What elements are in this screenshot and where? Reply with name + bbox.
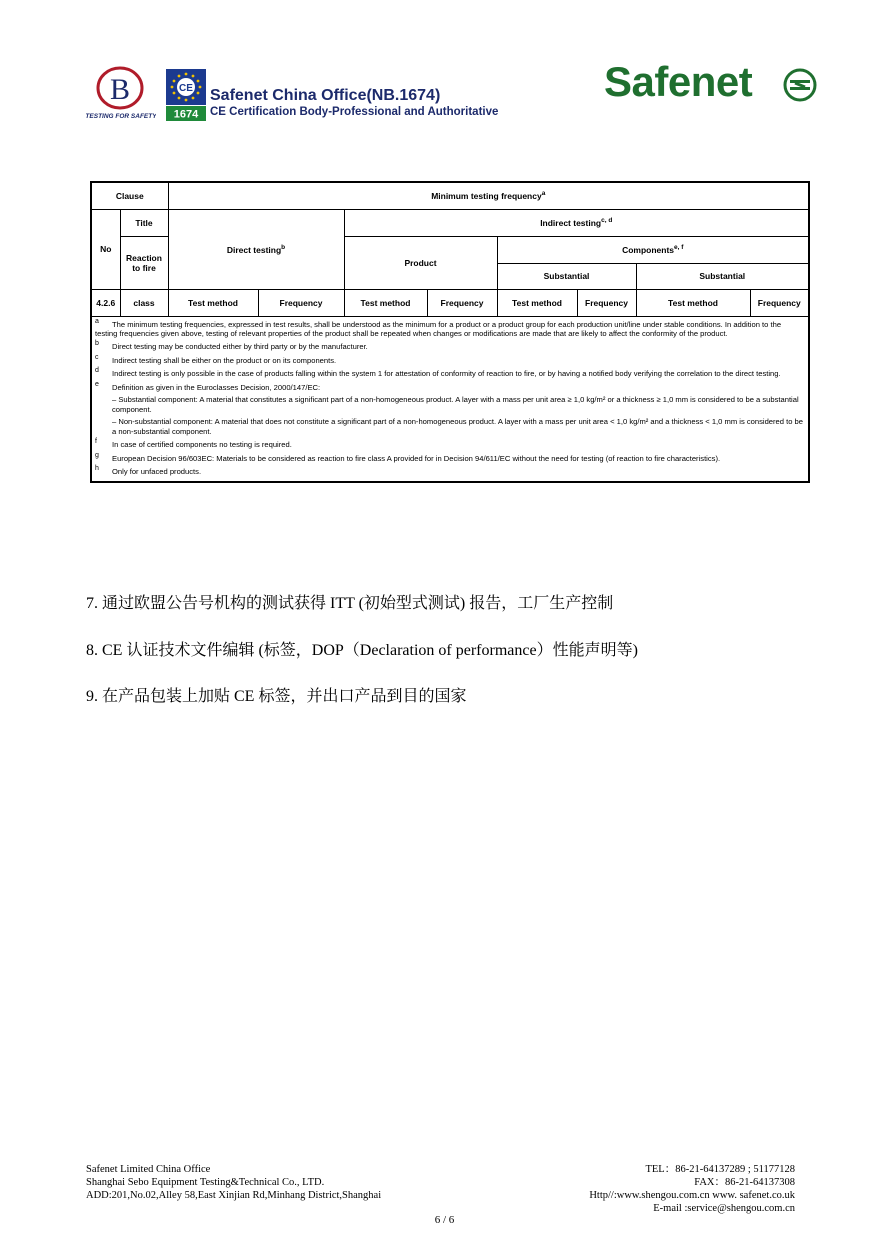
footer-right xyxy=(589,1163,795,1215)
clause-header: Clause xyxy=(91,182,168,209)
office-title: Safenet China Office(NB.1674) xyxy=(210,87,441,104)
footer-company: Safenet Limited China Office xyxy=(86,1164,211,1175)
min-freq-header: Minimum testing frequency$^a$ xyxy=(168,182,809,209)
substantial-header: Substantial xyxy=(636,263,809,289)
ce-mark-text: CE xyxy=(179,83,193,94)
footer-left xyxy=(86,1163,381,1202)
cell-class: class xyxy=(120,289,168,316)
footnote-f: f In case of certified components no testing is required. xyxy=(95,438,292,450)
cell-frequency: Frequency xyxy=(427,289,497,316)
footnote-h: h Only for unfaced products. xyxy=(95,465,202,477)
footer-company2: Shanghai Sebo Equipment Testing&Technical Co., LTD. xyxy=(86,1177,325,1188)
cell-test-method: Test method xyxy=(344,289,427,316)
table-row xyxy=(91,289,809,316)
footer-address: ADD:201,No.02,Alley 58,East Xinjian Rd,Minhang District,Shanghai xyxy=(86,1190,382,1201)
page-number: 6 / 6 xyxy=(434,1214,455,1226)
product-header: Product xyxy=(344,236,497,289)
footer-email: E-mail :service@shengou.com.cn xyxy=(653,1203,795,1214)
footnote-a: a The minimum testing frequencies, expressed in test results, shall be understood as the minimum for a product or a product group for each production unit/line under stable conditions. In addition to the testing frequencies given above, testing of relevant properties of the product shall be repeated when changes or modifications are made that are likely to affect the conformity of the product. xyxy=(95,317,782,338)
reaction-header: Reaction to fire xyxy=(120,236,168,289)
step-7: 7. 通过欧盟公告号机构的测试获得 ITT (初始型式测试) 报告，工厂生产控制 xyxy=(86,595,614,612)
cell-test-method: Test method xyxy=(168,289,258,316)
no-header: No xyxy=(91,209,120,289)
footnote-g: g European Decision 96/603EC: Materials to be considered as reaction to fire class A provided for in Decision 94/611/EC without the need for testing (of reaction to fire characteristics). xyxy=(95,451,721,463)
testing-for-safety-logo xyxy=(86,66,156,122)
components-header: Components$^{e, f}$ xyxy=(497,236,809,263)
cell-frequency: Frequency xyxy=(258,289,344,316)
testing-frequency-table xyxy=(90,181,810,483)
office-subtitle: CE Certification Body-Professional and Authoritative xyxy=(210,106,499,118)
cell-test-method: Test method xyxy=(636,289,750,316)
indirect-testing-header: Indirect testing$^{c, d}$ xyxy=(344,209,809,236)
ce-nb-1674-logo xyxy=(166,69,206,121)
footnote-b: b Direct testing may be conducted either by third party or by the manufacturer. xyxy=(95,340,368,352)
footer-web: Http//:www.shengou.com.cn www. safenet.co.uk xyxy=(589,1190,795,1201)
cell-frequency: Frequency xyxy=(750,289,809,316)
footnote-e: e Definition as given in the Euroclasses Decision, 2000/147/EC: – Substantial component: A material that constitutes a significant part of a non-homogeneous product. A layer with a mass per unit area ≥ 1,0 kg/m² or a thickness ≥ 1,0 mm is considered to be a substantial component. – Non-substantial component: A material that does not constitute a significant part of a non-homogeneous product. A layer with a mass per unit area < 1,0 kg/m² and a thickness < 1,0 mm is considered to be a non-substantial component. xyxy=(95,380,804,436)
footnote-d: d Indirect testing is only possible in the case of products falling within the system 1 for attestation of conformity of reaction to fire, or by having a notified body verifying the correlation to the direct testing. xyxy=(95,367,781,379)
step-9: 9. 在产品包装上加贴 CE 标签，并出口产品到目的国家 xyxy=(86,688,467,705)
footnote-c: c Indirect testing shall be either on the product or on its components. xyxy=(95,353,337,365)
nb-number: 1674 xyxy=(173,108,199,121)
table-footnotes xyxy=(91,316,809,482)
footnote-e-substantial: – Substantial component: A material that constitutes a significant part of a non-homogeneous product. A layer with a mass per unit area ≥ 1,0 kg/m² or a thickness ≥ 1,0 mm is considered to be a substantial component. xyxy=(112,395,799,414)
footnote-e-non-substantial: – Non-substantial component: A material that does not constitute a significant part of a non-homogeneous product. A layer with a mass per unit area < 1,0 kg/m² and a thickness < 1,0 mm is considered to be a non-substantial component. xyxy=(112,417,804,436)
svg-text:B: B xyxy=(109,73,131,106)
cell-no: 4.2.6 xyxy=(91,289,120,316)
title-header: Title xyxy=(120,209,168,236)
safenet-brand: Safenet xyxy=(604,58,753,105)
step-8: 8. CE 认证技术文件编辑 (标签，DOP（Declaration of performance）性能声明等) xyxy=(86,642,638,659)
footer-tel: TEL：86-21-64137289 ; 51177128 xyxy=(645,1164,795,1175)
substantial-header: Substantial xyxy=(497,263,636,289)
footer-fax: FAX：86-21-64137308 xyxy=(694,1177,795,1188)
b-logo-tagline: TESTING FOR SAFETY xyxy=(86,113,156,120)
cell-frequency: Frequency xyxy=(577,289,636,316)
safenet-logo-icon xyxy=(783,68,817,102)
cell-test-method: Test method xyxy=(497,289,577,316)
direct-testing-header: Direct testing$^b$ xyxy=(168,209,344,289)
